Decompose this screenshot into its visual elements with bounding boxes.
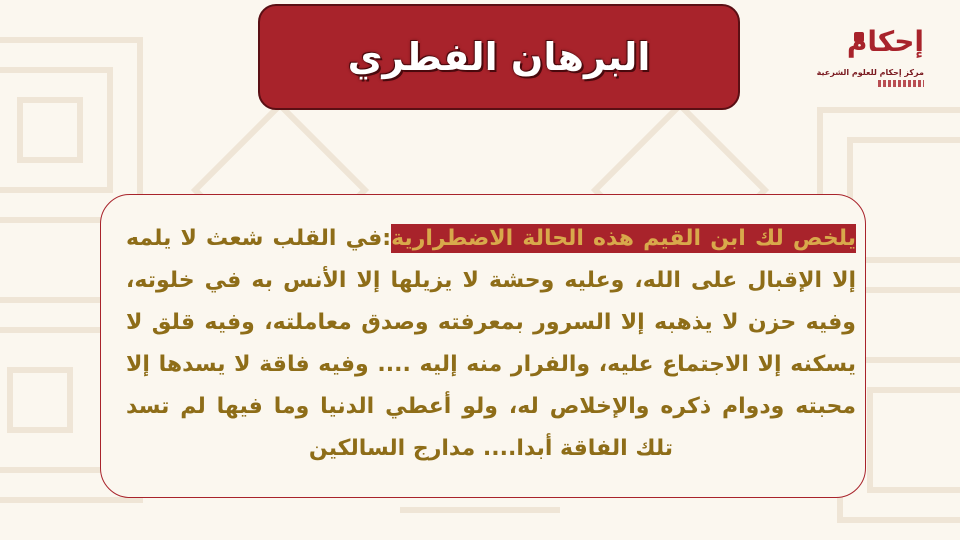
logo-tagline-decoration [878, 80, 924, 87]
logo-subtitle: مركز إحكام للعلوم الشرعية [816, 68, 924, 77]
quote-body: :في القلب شعث لا يلمه إلا الإقبال على الله، وعليه وحشة لا يزيلها إلا الأنس به في خلوته، وفيه حزن لا يذهبه إلا السرور بمعرفته وصدق معاملته، وفيه قلق لا يسكنه إلا الاجتماع عليه، والفرار منه إليه .... وفيه فاقة لا يسدها إلا محبته ودوام ذكره والإخلاص له، ولو أعطي الدنيا وما فيها لم تسد تلك الفاقة أبدا.... مدارج السالكين [126, 226, 856, 461]
logo-wordmark: إحكام [846, 25, 924, 58]
quote-text [126, 218, 856, 470]
slide-title: البرهان الفطري [347, 35, 651, 79]
brand-logo [816, 24, 926, 92]
quote-highlight: يلخص لك ابن القيم هذه الحالة الاضطرارية [391, 226, 856, 251]
title-banner [258, 4, 740, 110]
